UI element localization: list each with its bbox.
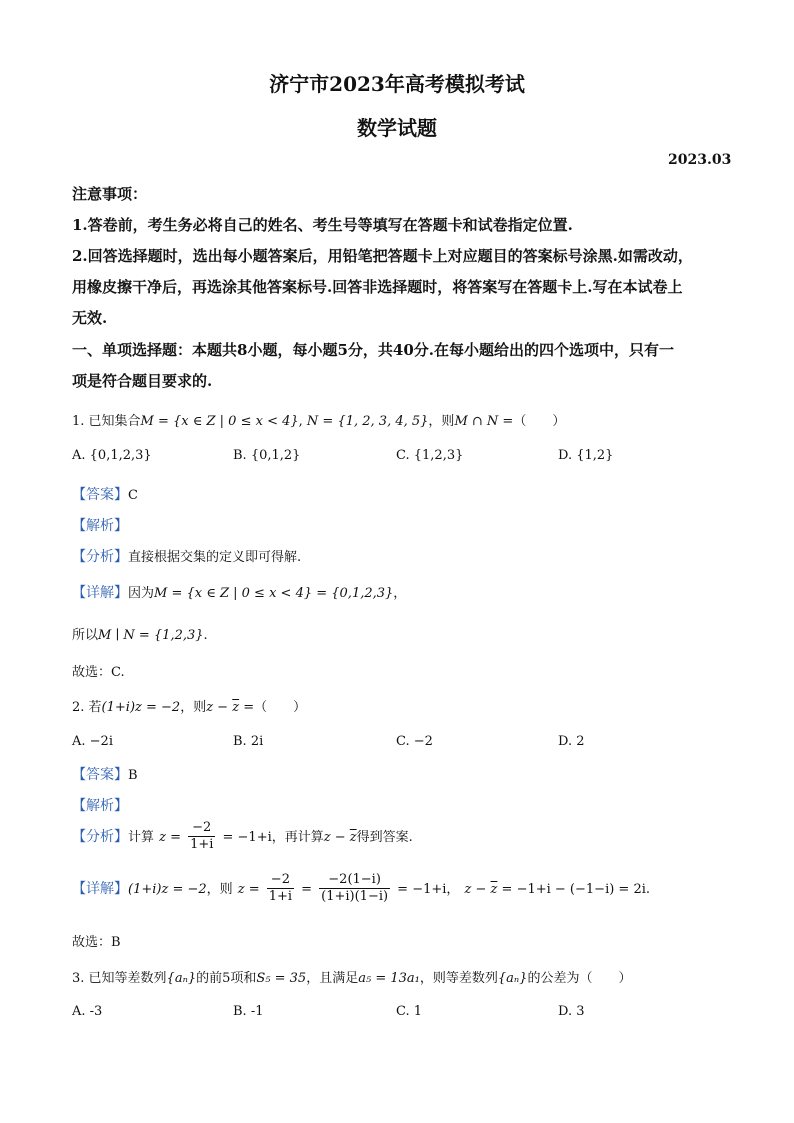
q1-option-d: D. {1,2} — [558, 448, 614, 463]
q3-option-c: C. 1 — [396, 1004, 423, 1019]
question-2-stem: 2. 若(1+i)z = −2，则$z - \overline{z}$ =（ ） — [72, 700, 307, 715]
q2-analysis-label: 【解析】 — [72, 798, 128, 814]
q1-answer: 【答案】C — [72, 487, 138, 503]
q1-option-c: C. {1,2,3} — [396, 448, 464, 463]
q1-option-a: A. {0,1,2,3} — [72, 448, 152, 463]
section-heading-cont: 项是符合题目要求的. — [72, 372, 213, 390]
q2-fenxi-fraction: $\frac{-2}{1+i}$ — [190, 820, 214, 852]
page-subtitle: 数学试题 — [357, 116, 437, 140]
notice-item-2-cont: 用橡皮擦干净后，再选涂其他答案标号.回答非选择题时，将答案写在答题卡上.写在本试卷上 — [72, 278, 683, 296]
section-heading: 一、单项选择题：本题共8小题，每小题5分，共40分.在每小题给出的四个选项中，只有一 — [72, 341, 674, 359]
notice-item-2: 2.回答选择题时，选出每小题答案后，用铅笔把答题卡上对应题目的答案标号涂黑.如需改动， — [72, 247, 693, 265]
q2-fenxi: 【分析】计算 z = $\frac{-2}{1+i}$ = −1+i，再计算$z - \overline{z}$得到答案. — [72, 820, 413, 852]
q1-detail-line2: 所以M ∣ N = {1,2,3}. — [72, 628, 208, 643]
q1-fenxi: 【分析】直接根据交集的定义即可得解. — [72, 549, 302, 565]
q1-option-b: B. {0,1,2} — [233, 448, 301, 463]
notice-item-2-end: 无效. — [72, 309, 108, 327]
q2-answer: 【答案】B — [72, 767, 138, 783]
exam-date: 2023.03 — [668, 152, 732, 168]
notice-item-1: 1.答卷前，考生务必将自己的姓名、考生号等填写在答题卡和试卷指定位置. — [72, 216, 573, 234]
q1-conclusion: 故选：C. — [72, 665, 125, 680]
q1-detail: 【详解】因为M = {x ∈ Z | 0 ≤ x < 4} = {0,1,2,3}， — [72, 585, 407, 601]
notice-heading: 注意事项： — [72, 185, 148, 203]
q2-option-d: D. 2 — [558, 734, 585, 749]
q2-option-c: C. −2 — [396, 734, 433, 749]
q2-conclusion: 故选：B — [72, 935, 121, 950]
q2-option-a: A. −2i — [72, 734, 113, 749]
q2-detail-fraction-2: $\frac{-2(1-i)}{(1+i)(1-i)}$ — [321, 872, 389, 904]
q2-detail-fraction-1: $\frac{-2}{1+i}$ — [268, 872, 293, 904]
question-3-stem: 3. 已知等差数列{aₙ}的前5项和S₅ = 35，且满足a₅ = 13a₁，则等差数列{aₙ}的公差为（ ） — [72, 971, 632, 986]
q3-option-b: B. -1 — [233, 1004, 264, 1019]
q1-analysis-label: 【解析】 — [72, 518, 128, 534]
q2-option-b: B. 2i — [233, 734, 264, 749]
q3-option-d: D. 3 — [558, 1004, 585, 1019]
q2-detail: 【详解】(1+i)z = −2，则 z = $\frac{-2}{1+i}$ = $\frac{-2(1-i)}{(1+i)(1-i)}$ = −1+i， $z - \overline{z} = -1+i - (-1-i) = 2i$. — [72, 872, 651, 904]
q3-option-a: A. -3 — [72, 1004, 103, 1019]
question-1-stem: 1. 已知集合M = {x ∈ Z | 0 ≤ x < 4}, N = {1, 2, 3, 4, 5}，则M ∩ N =（ ） — [72, 414, 566, 429]
page-title: 济宁市2023年高考模拟考试 — [269, 72, 525, 96]
